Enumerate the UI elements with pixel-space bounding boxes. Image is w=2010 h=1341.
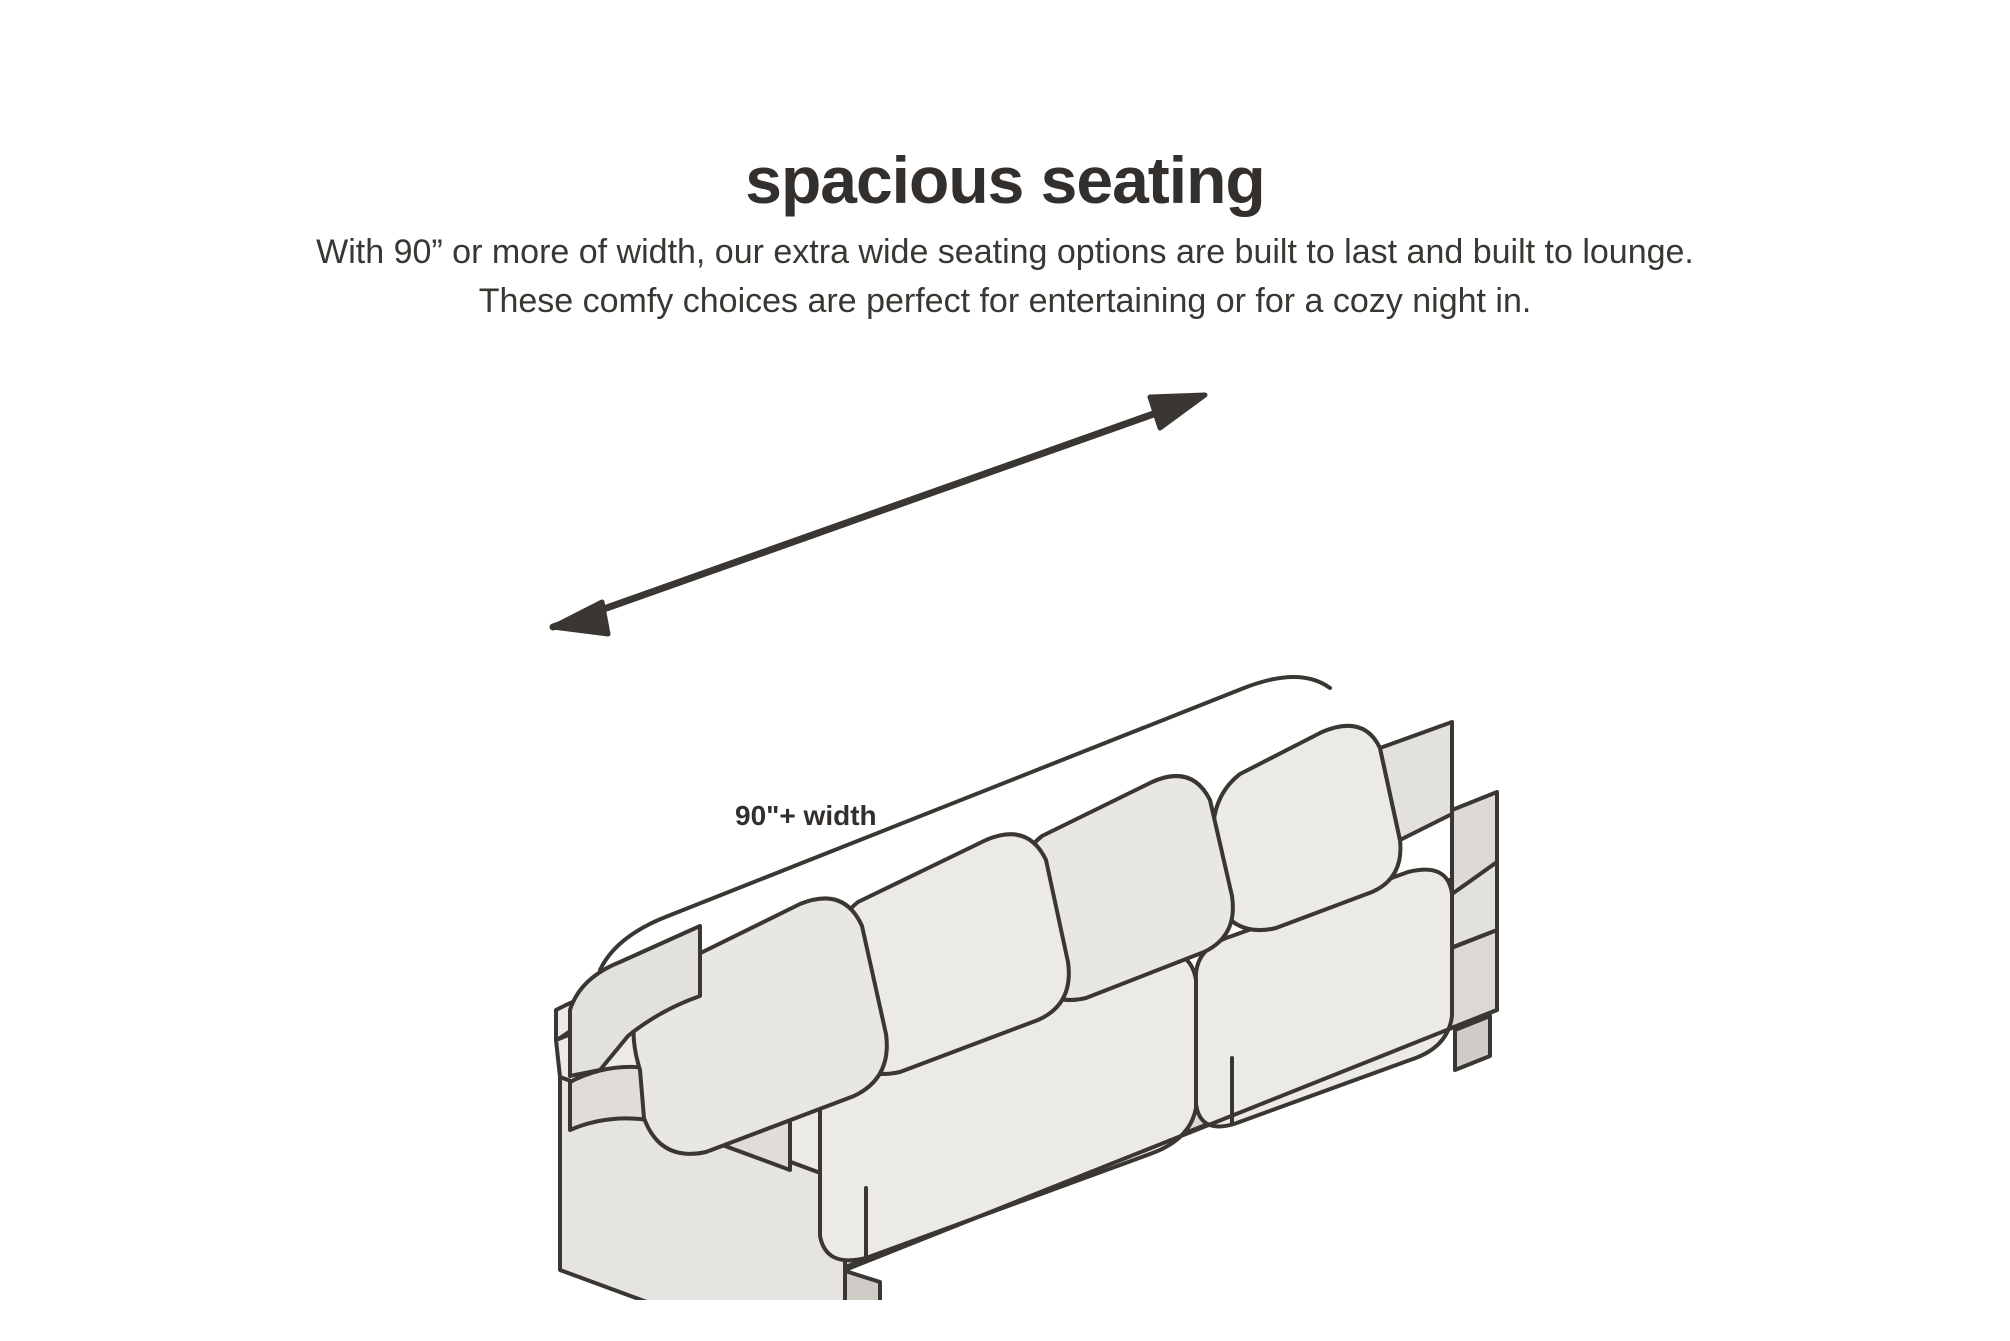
dimension-label: 90"+ width: [735, 800, 877, 831]
sofa-diagram: [0, 370, 2010, 1300]
page-subtitle-line-1: With 90” or more of width, our extra wide seating options are built to last and built to lounge.: [316, 233, 1694, 271]
page-title: spacious seating: [745, 143, 1265, 218]
sofa-foot-front: [842, 1270, 880, 1300]
sofa-illustration-svg: [0, 370, 2010, 1300]
page-subtitle: [0, 228, 2010, 327]
dimension-arrow: [553, 395, 1205, 634]
page-subtitle-line-2: These comfy choices are perfect for entertaining or for a cozy night in.: [478, 282, 1532, 321]
